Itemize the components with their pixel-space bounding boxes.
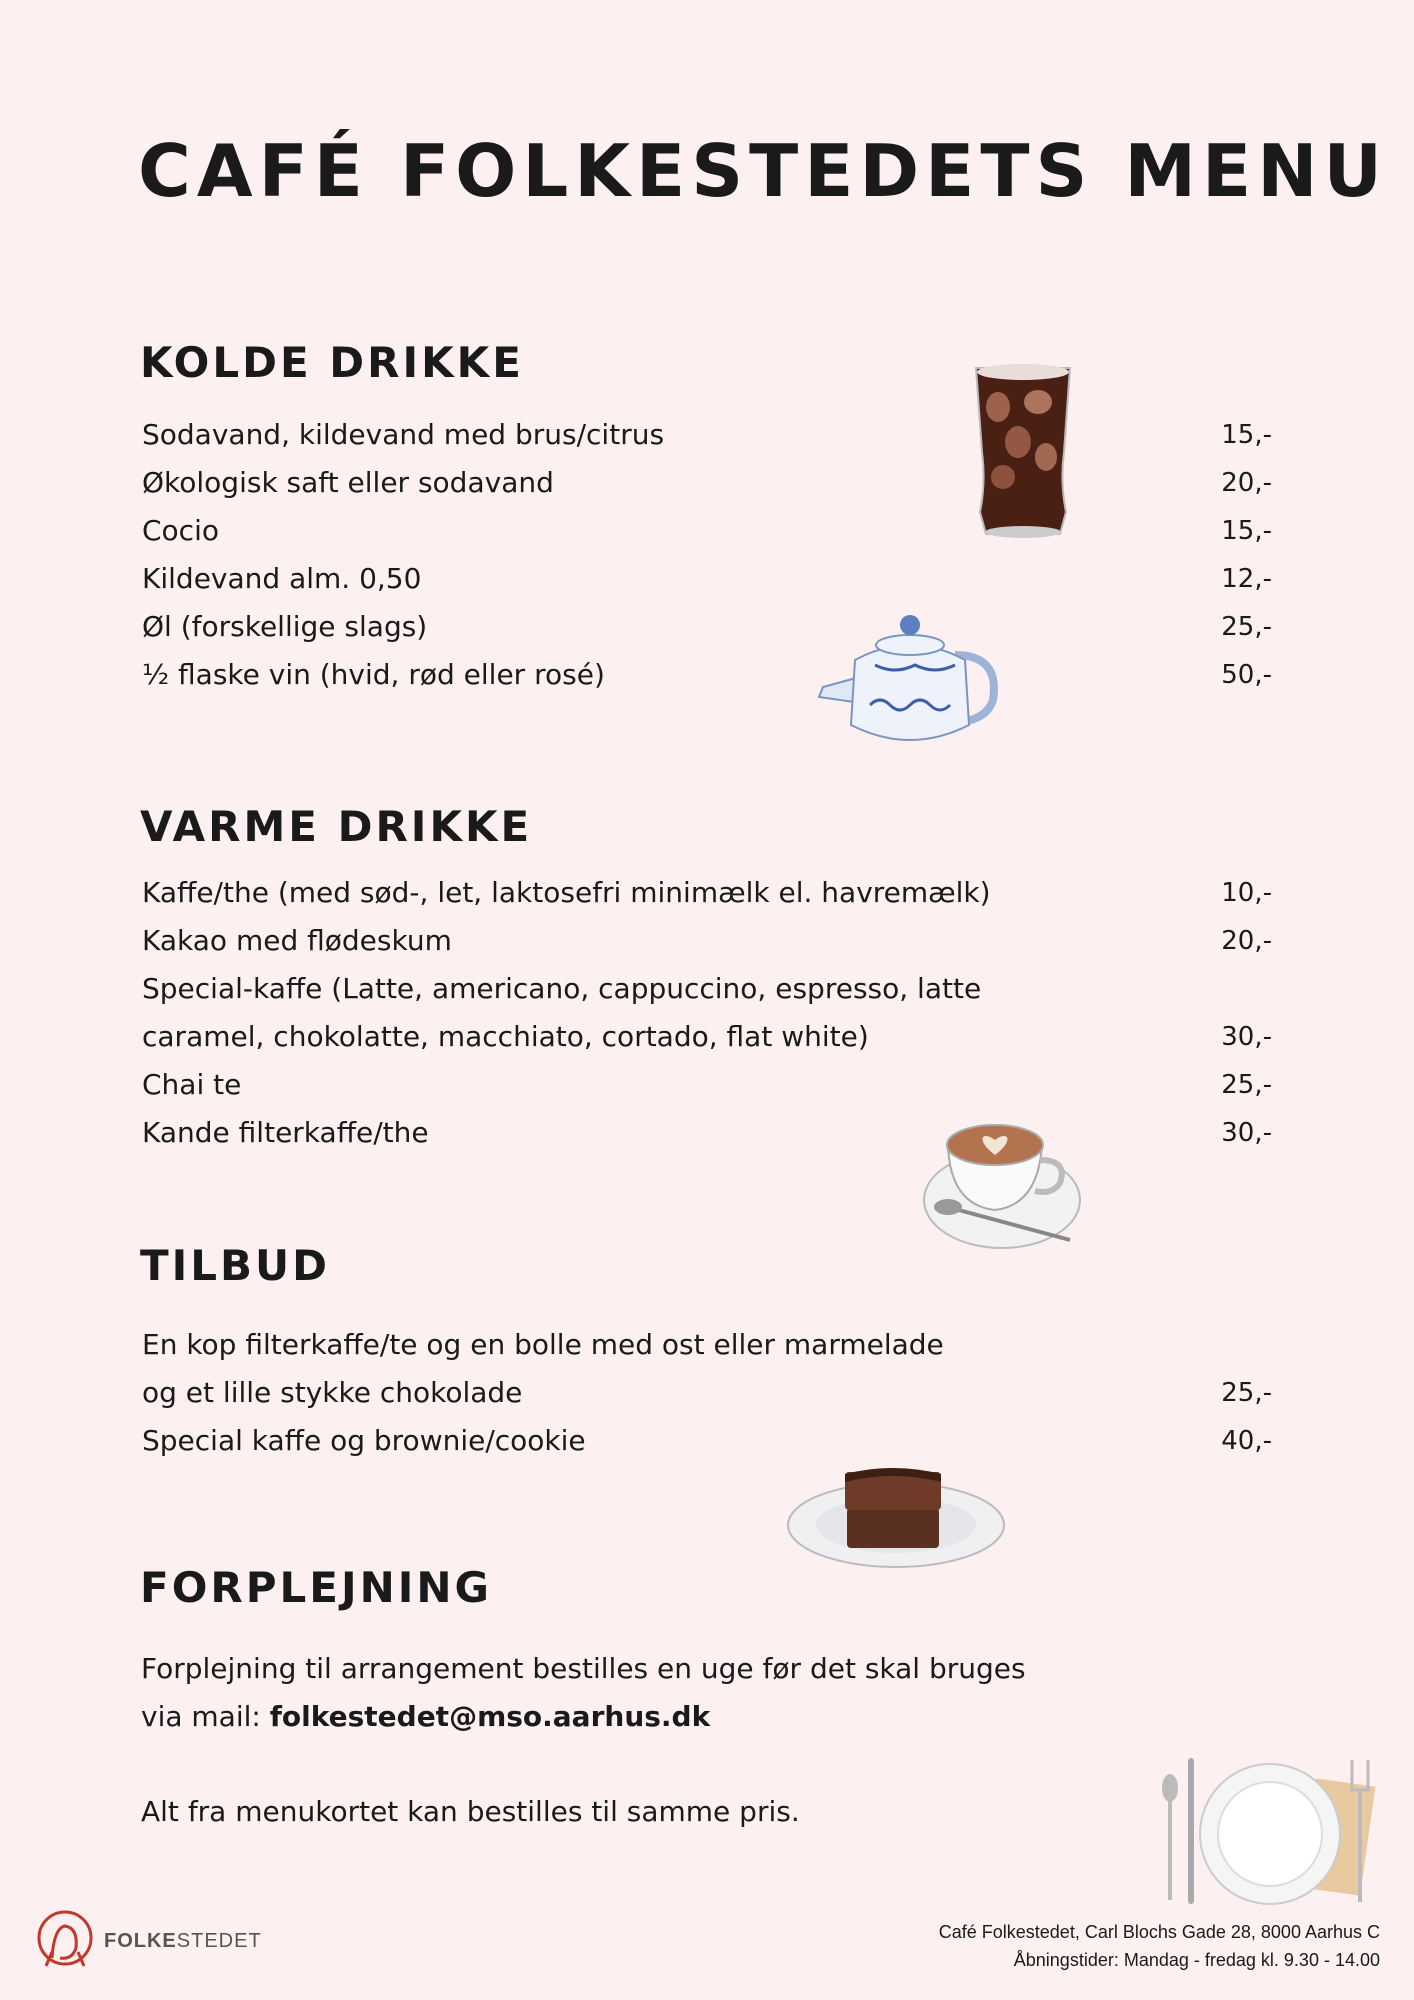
coffee-cup-illustration [920,1105,1090,1255]
menu-item [142,555,1272,603]
item-price: 15,- [1221,516,1272,546]
menu-item [142,603,1272,651]
place-setting-illustration [1158,1752,1380,1910]
item-name: Special kaffe og brownie/cookie [142,1424,586,1457]
item-name: Kakao med flødeskum [142,924,452,957]
menu-item [142,1061,1272,1109]
menu-item [142,651,1272,699]
item-price: 30,- [1221,1118,1272,1148]
footer [939,1918,1380,1974]
page-title: CAFÉ FOLKESTEDETS MENU [138,129,1388,213]
teapot-illustration [815,605,1005,755]
menu-item [142,459,1272,507]
item-name: Chai te [142,1068,242,1101]
item-name: caramel, chokolatte, macchiato, cortado, flat white) [142,1020,869,1053]
menu-item [142,1417,1272,1465]
section-title-varme-drikke: VARME DRIKKE [140,802,533,851]
item-name: Kande filterkaffe/the [142,1116,429,1149]
footer-address: Café Folkestedet, Carl Blochs Gade 28, 8000 Aarhus C [938,1922,1380,1942]
tilbud-list [142,1321,1272,1465]
item-name: Special-kaffe (Latte, americano, cappuccino, espresso, latte [142,972,982,1005]
item-price: 12,- [1221,564,1272,594]
footer-hours: Åbningstider: Mandag - fredag kl. 9.30 - 14.00 [1013,1950,1380,1970]
same-price-note: Alt fra menukortet kan bestilles til samme pris. [141,1795,800,1828]
varme-drikke-list [142,869,1272,1157]
item-price: 20,- [1221,468,1272,498]
menu-item [142,965,1272,1013]
mail-prefix: via mail: [141,1700,270,1733]
folkestedet-logo [32,1908,262,1974]
menu-item [142,1013,1272,1061]
item-price: 50,- [1221,660,1272,690]
brownie-illustration [785,1460,1007,1570]
item-price: 25,- [1221,1070,1272,1100]
kolde-drikke-list [142,411,1272,699]
menu-item [142,1369,1272,1417]
item-price: 25,- [1221,1378,1272,1408]
item-name: ½ flaske vin (hvid, rød eller rosé) [142,658,605,691]
item-name: Sodavand, kildevand med brus/citrus [142,418,665,451]
item-price: 10,- [1221,878,1272,908]
item-name: Kaffe/the (med sød-, let, laktosefri minimælk el. havremælk) [142,876,991,909]
item-name: Øl (forskellige slags) [142,610,428,643]
item-price: 30,- [1221,1022,1272,1052]
logo-text: FOLKESTEDET [104,1929,262,1952]
iced-drink-illustration [968,362,1078,540]
menu-item [142,507,1272,555]
menu-item [142,411,1272,459]
item-price: 20,- [1221,926,1272,956]
item-price: 40,- [1221,1426,1272,1456]
section-title-forplejning: FORPLEJNING [140,1563,492,1612]
logo-mark-icon [32,1908,98,1974]
item-name: En kop filterkaffe/te og en bolle med ost eller marmelade [142,1328,944,1361]
menu-item [142,1321,1272,1369]
email-link[interactable]: folkestedet@mso.aarhus.dk [269,1700,711,1733]
forplejning-text: Forplejning til arrangement bestilles en uge før det skal bruges [141,1652,1026,1685]
item-price: 25,- [1221,612,1272,642]
forplejning-mail-line [141,1693,710,1741]
item-price: 15,- [1221,420,1272,450]
menu-item [142,869,1272,917]
item-name: Økologisk saft eller sodavand [142,466,554,499]
menu-item [142,1109,1272,1157]
menu-item [142,917,1272,965]
item-name: og et lille stykke chokolade [142,1376,523,1409]
section-title-tilbud: TILBUD [140,1241,331,1290]
item-name: Cocio [142,514,219,547]
section-title-kolde-drikke: KOLDE DRIKKE [140,338,524,387]
item-name: Kildevand alm. 0,50 [142,562,422,595]
